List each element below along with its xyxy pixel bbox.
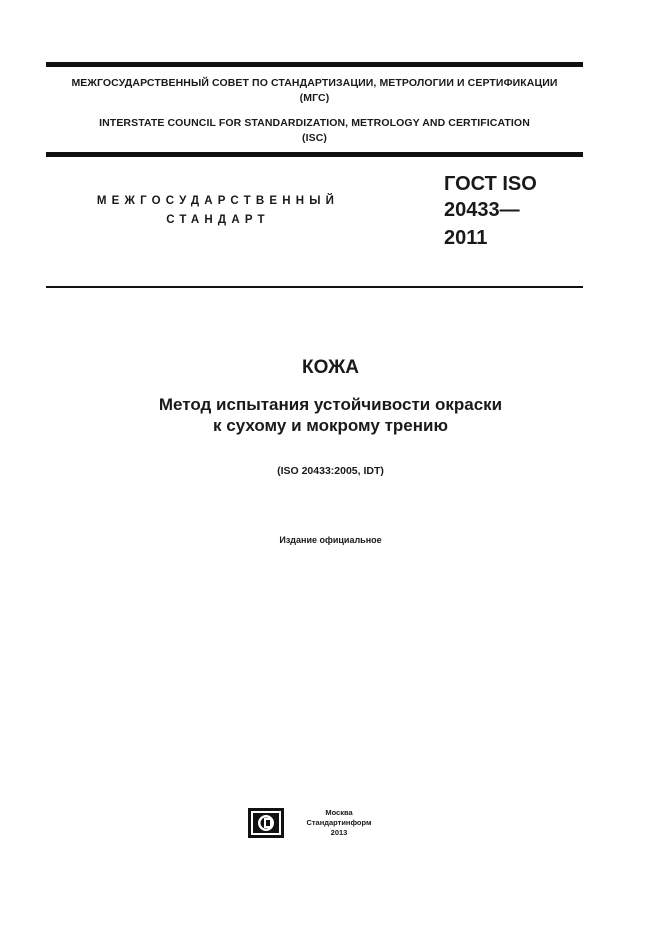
iso-reference: (ISO 20433:2005, IDT) xyxy=(277,465,384,477)
publisher-city: Москва xyxy=(325,808,353,817)
gost-number-line1: ГОСТ ISO xyxy=(444,173,537,195)
gost-number-line2: 20433— xyxy=(444,199,520,221)
council-en-name: INTERSTATE COUNCIL FOR STANDARDIZATION, METROLOGY AND CERTIFICATION xyxy=(99,117,530,129)
publisher-name: Стандартинформ xyxy=(306,818,372,827)
standard-label-line2: СТАНДАРТ xyxy=(166,214,270,226)
header-rule xyxy=(46,152,583,157)
edition-note: Издание официальное xyxy=(279,535,382,545)
council-ru-name: МЕЖГОСУДАРСТВЕННЫЙ СОВЕТ ПО СТАНДАРТИЗАЦИИ, МЕТРОЛОГИИ И СЕРТИФИКАЦИИ xyxy=(71,77,558,89)
gost-number-line3: 2011 xyxy=(444,227,488,249)
section-rule xyxy=(46,286,583,288)
council-en-abbr: (ISC) xyxy=(302,132,327,144)
document-subtitle-line1: Метод испытания устойчивости окраски xyxy=(158,395,503,414)
document-title: КОЖА xyxy=(301,357,360,378)
standard-label-line1: МЕЖГОСУДАРСТВЕННЫЙ xyxy=(96,195,340,207)
council-ru-abbr: (МГС) xyxy=(299,92,330,104)
standartinform-logo-icon xyxy=(248,808,284,838)
top-rule xyxy=(46,62,583,67)
publisher-year: 2013 xyxy=(330,828,348,837)
document-subtitle-line2: к сухому и мокрому трению xyxy=(213,416,448,435)
